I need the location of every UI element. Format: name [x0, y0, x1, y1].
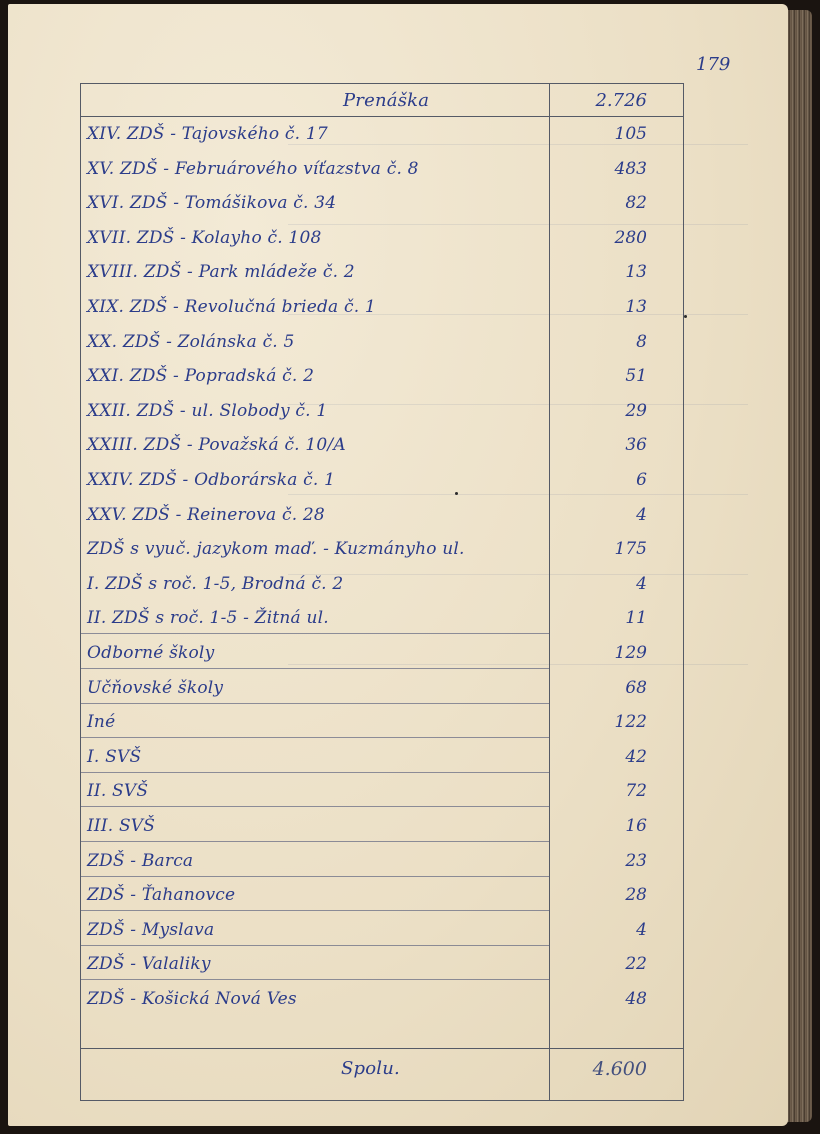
row-label: XIX. ZDŠ - Revolučná brieda č. 1	[87, 297, 376, 317]
total-row	[81, 1050, 683, 1084]
row-underline	[81, 910, 549, 911]
total-rule	[81, 1048, 683, 1049]
row-value: 68	[625, 677, 647, 698]
ledger-row	[81, 637, 683, 671]
ledger-row	[81, 879, 683, 913]
ledger-row	[81, 395, 683, 429]
ledger-row	[81, 187, 683, 221]
carry-over-value: 2.726	[595, 90, 647, 111]
row-value: 51	[625, 366, 647, 387]
row-underline	[81, 737, 549, 738]
row-label: XXI. ZDŠ - Popradská č. 2	[87, 366, 315, 387]
row-label: Iné	[87, 712, 116, 733]
row-underline	[81, 772, 549, 773]
row-underline	[81, 876, 549, 877]
ledger-row	[81, 326, 683, 360]
row-underline	[81, 806, 549, 807]
row-label: XVIII. ZDŠ - Park mládeže č. 2	[87, 262, 355, 283]
row-value: 175	[614, 539, 647, 560]
row-label: ZDŠ - Košická Nová Ves	[87, 989, 297, 1009]
row-label: XIV. ZDŠ - Tajovského č. 17	[87, 124, 328, 144]
page-number: 179	[696, 54, 731, 75]
row-label: Učňovské školy	[87, 677, 224, 698]
row-label: ZDŠ - Valaliky	[87, 954, 211, 975]
row-value: 82	[625, 193, 647, 214]
row-label: XX. ZDŠ - Zolánska č. 5	[87, 331, 295, 352]
total-label: Spolu.	[341, 1058, 400, 1079]
row-label: XXIII. ZDŠ - Považská č. 10/A	[87, 435, 346, 456]
row-label: XXV. ZDŠ - Reinerova č. 28	[87, 504, 325, 525]
ledger-row	[81, 775, 683, 809]
row-underline	[81, 945, 549, 946]
ledger-row	[81, 706, 683, 740]
ledger-row	[81, 360, 683, 394]
row-value: 4	[636, 504, 647, 525]
ledger-row	[81, 602, 683, 636]
ledger-row	[81, 672, 683, 706]
ink-dot	[455, 492, 458, 495]
row-underline	[81, 841, 549, 842]
ledger-row	[81, 845, 683, 879]
row-label: ZDŠ - Barca	[87, 850, 194, 871]
row-underline	[81, 979, 549, 980]
row-value: 11	[625, 608, 647, 629]
ledger-row	[81, 118, 683, 152]
row-label: ZDŠ s vyuč. jazykom maď. - Kuzmányho ul.	[87, 539, 465, 560]
ledger-row	[81, 533, 683, 567]
ledger-row	[81, 499, 683, 533]
row-label: XXII. ZDŠ - ul. Slobody č. 1	[87, 400, 328, 421]
row-value: 122	[614, 712, 647, 733]
row-label: Odborné školy	[87, 643, 215, 663]
row-value: 48	[625, 989, 647, 1009]
row-value: 6	[636, 470, 647, 490]
ledger-row	[81, 291, 683, 325]
row-label: XV. ZDŠ - Februárového víťazstva č. 8	[87, 158, 419, 179]
ledger-row	[81, 429, 683, 463]
ink-dot	[684, 315, 687, 318]
ledger-row	[81, 568, 683, 602]
ledger-row	[81, 222, 683, 256]
ledger-table	[80, 83, 684, 1101]
row-value: 8	[636, 331, 647, 352]
ledger-row	[81, 948, 683, 982]
row-label: ZDŠ - Ťahanovce	[87, 885, 236, 906]
row-value: 16	[625, 816, 647, 836]
total-value: 4.600	[592, 1058, 647, 1080]
row-underline	[81, 668, 549, 669]
row-label: XVI. ZDŠ - Tomášikova č. 34	[87, 193, 337, 214]
row-value: 23	[625, 850, 647, 871]
ledger-row	[81, 983, 683, 1017]
row-label: I. SVŠ	[87, 746, 142, 767]
row-value: 483	[614, 158, 647, 179]
row-label: XXIV. ZDŠ - Odborárska č. 1	[87, 470, 336, 490]
row-value: 28	[625, 885, 647, 906]
ledger-row	[81, 153, 683, 187]
row-underline	[81, 703, 549, 704]
row-value: 13	[625, 262, 647, 283]
ledger-row	[81, 464, 683, 498]
row-value: 22	[625, 954, 647, 975]
row-label: XVII. ZDŠ - Kolayho č. 108	[87, 227, 322, 248]
row-value: 4	[636, 573, 647, 594]
row-label: II. SVŠ	[87, 781, 149, 802]
row-value: 42	[625, 746, 647, 767]
row-value: 280	[614, 227, 647, 248]
row-underline	[81, 633, 549, 634]
row-label: ZDŠ - Myslava	[87, 919, 215, 940]
row-value: 36	[625, 435, 647, 456]
row-value: 13	[625, 297, 647, 317]
row-label: I. ZDŠ s roč. 1-5, Brodná č. 2	[87, 573, 344, 594]
row-value: 105	[614, 124, 647, 144]
row-value: 129	[614, 643, 647, 663]
page-edges	[786, 10, 812, 1122]
carry-over-row	[81, 84, 683, 118]
ledger-row	[81, 914, 683, 948]
row-label: II. ZDŠ s roč. 1-5 - Žitná ul.	[87, 608, 329, 629]
row-value: 29	[625, 400, 647, 421]
ledger-row	[81, 256, 683, 290]
ledger-row	[81, 810, 683, 844]
row-value: 72	[625, 781, 647, 802]
row-label: III. SVŠ	[87, 816, 156, 836]
row-value: 4	[636, 919, 647, 940]
ledger-row	[81, 741, 683, 775]
carry-over-label: Prenáška	[343, 90, 430, 111]
